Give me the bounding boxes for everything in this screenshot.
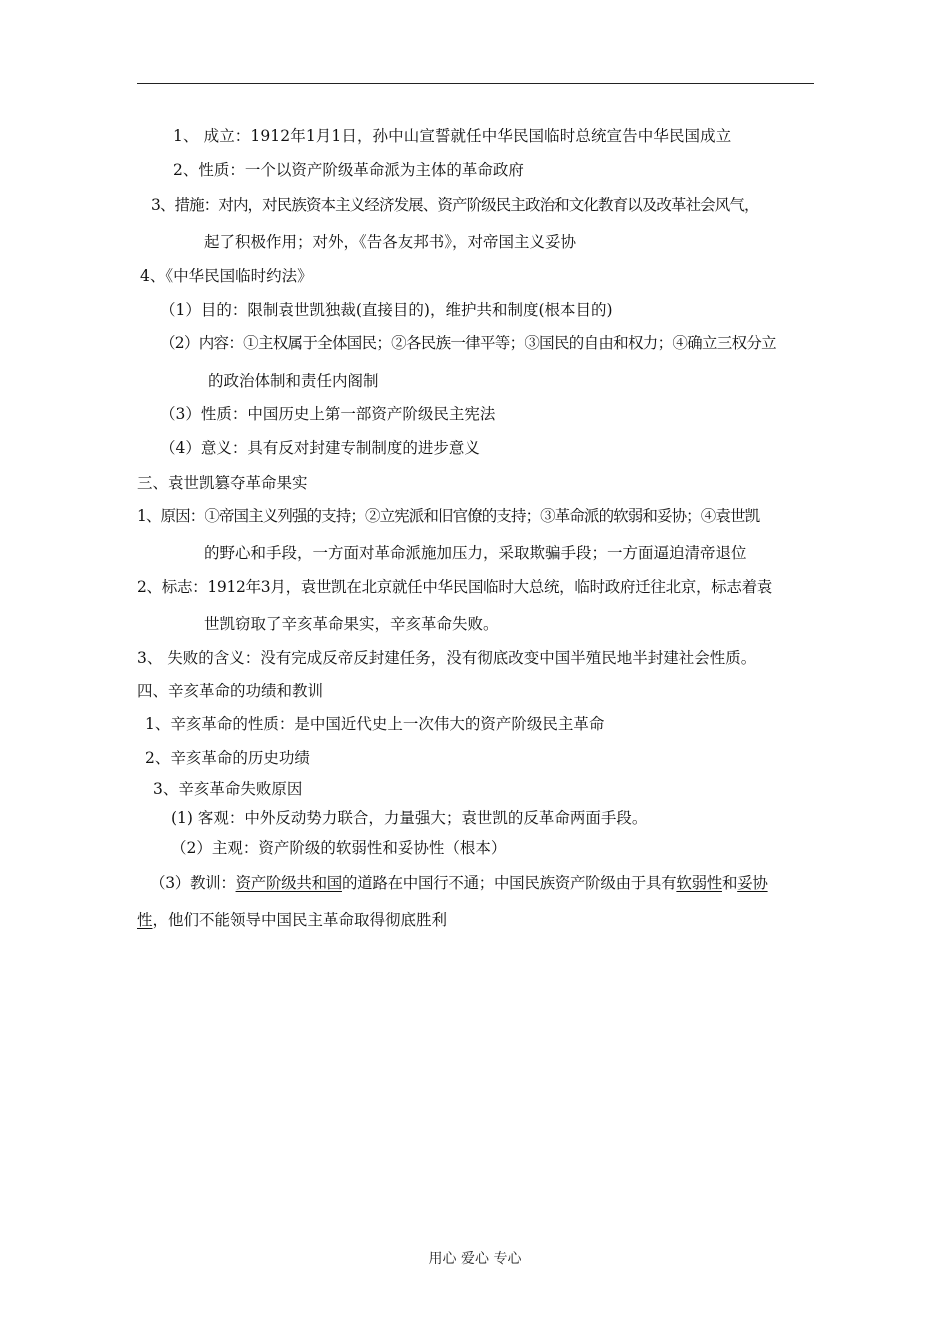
lesson-line <box>137 910 447 930</box>
text-line: 1、辛亥革命的性质：是中国近代史上一次伟大的资产阶级民主革命 <box>145 715 605 733</box>
lesson-term-compromise: 妥协 <box>737 874 768 892</box>
section-heading: 四、辛亥革命的功绩和教训 <box>137 682 324 700</box>
text-line: 2、标志：1912年3月，袁世凯在北京就任中华民国临时大总统，临时政府迁往北京，标志着袁 <box>137 578 772 596</box>
lesson-prefix: （3）教训： <box>150 874 236 892</box>
text-line: 2、性质：一个以资产阶级革命派为主体的革命政府 <box>173 161 524 179</box>
text-line: 3、措施：对内，对民族资本主义经济发展、资产阶级民主政治和文化教育以及改革社会风气， <box>151 196 759 214</box>
lesson-text: ，他们不能领导中国民主革命取得彻底胜利 <box>152 911 448 929</box>
page-footer: 用心 爱心 专心 <box>428 1251 522 1267</box>
lesson-term-republic: 资产阶级共和国 <box>235 874 342 892</box>
lesson-text: 和 <box>721 874 738 892</box>
section-heading: 三、袁世凯篡夺革命果实 <box>137 474 308 492</box>
lesson-line <box>150 873 768 893</box>
text-line: （4）意义：具有反对封建专制制度的进步意义 <box>160 439 480 457</box>
text-line: 3、辛亥革命失败原因 <box>153 780 303 798</box>
text-line: 的野心和手段，一方面对革命派施加压力，采取欺骗手段；一方面逼迫清帝退位 <box>204 544 747 562</box>
lesson-text: 的道路在中国行不通；中国民族资产阶级由于具有 <box>341 874 677 892</box>
text-line: 2、辛亥革命的历史功绩 <box>145 749 310 767</box>
text-line: (1) 客观：中外反动势力联合，力量强大；袁世凯的反革命两面手段。 <box>171 809 648 827</box>
text-line: 1、 成立：1912年1月1日，孙中山宣誓就任中华民国临时总统宣告中华民国成立 <box>173 127 732 145</box>
text-line: （3）性质：中国历史上第一部资产阶级民主宪法 <box>160 405 496 423</box>
header-rule <box>137 83 814 84</box>
text-line: 1、原因：①帝国主义列强的支持；②立宪派和旧官僚的支持；③革命派的软弱和妥协；④袁世凯 <box>137 507 760 525</box>
text-line: 起了积极作用；对外，《告各友邦书》，对帝国主义妥协 <box>204 233 577 251</box>
lesson-term-weakness: 软弱性 <box>676 874 722 892</box>
text-line: （2）主观：资产阶级的软弱性和妥协性（根本） <box>171 839 507 857</box>
text-line: 3、 失败的含义：没有完成反帝反封建任务，没有彻底改变中国半殖民地半封建社会性质。 <box>137 649 757 667</box>
text-line: 的政治体制和责任内阁制 <box>208 372 379 390</box>
text-line: （2）内容：①主权属于全体国民；②各民族一律平等；③国民的自由和权力；④确立三权分立 <box>160 334 776 352</box>
text-line: 世凯窃取了辛亥革命果实，辛亥革命失败。 <box>204 615 499 633</box>
lesson-term-compromise: 性 <box>137 911 153 929</box>
text-line: （1）目的：限制袁世凯独裁(直接目的)，维护共和制度(根本目的) <box>160 301 613 319</box>
section-heading: 4、《中华民国临时约法》 <box>140 267 313 285</box>
